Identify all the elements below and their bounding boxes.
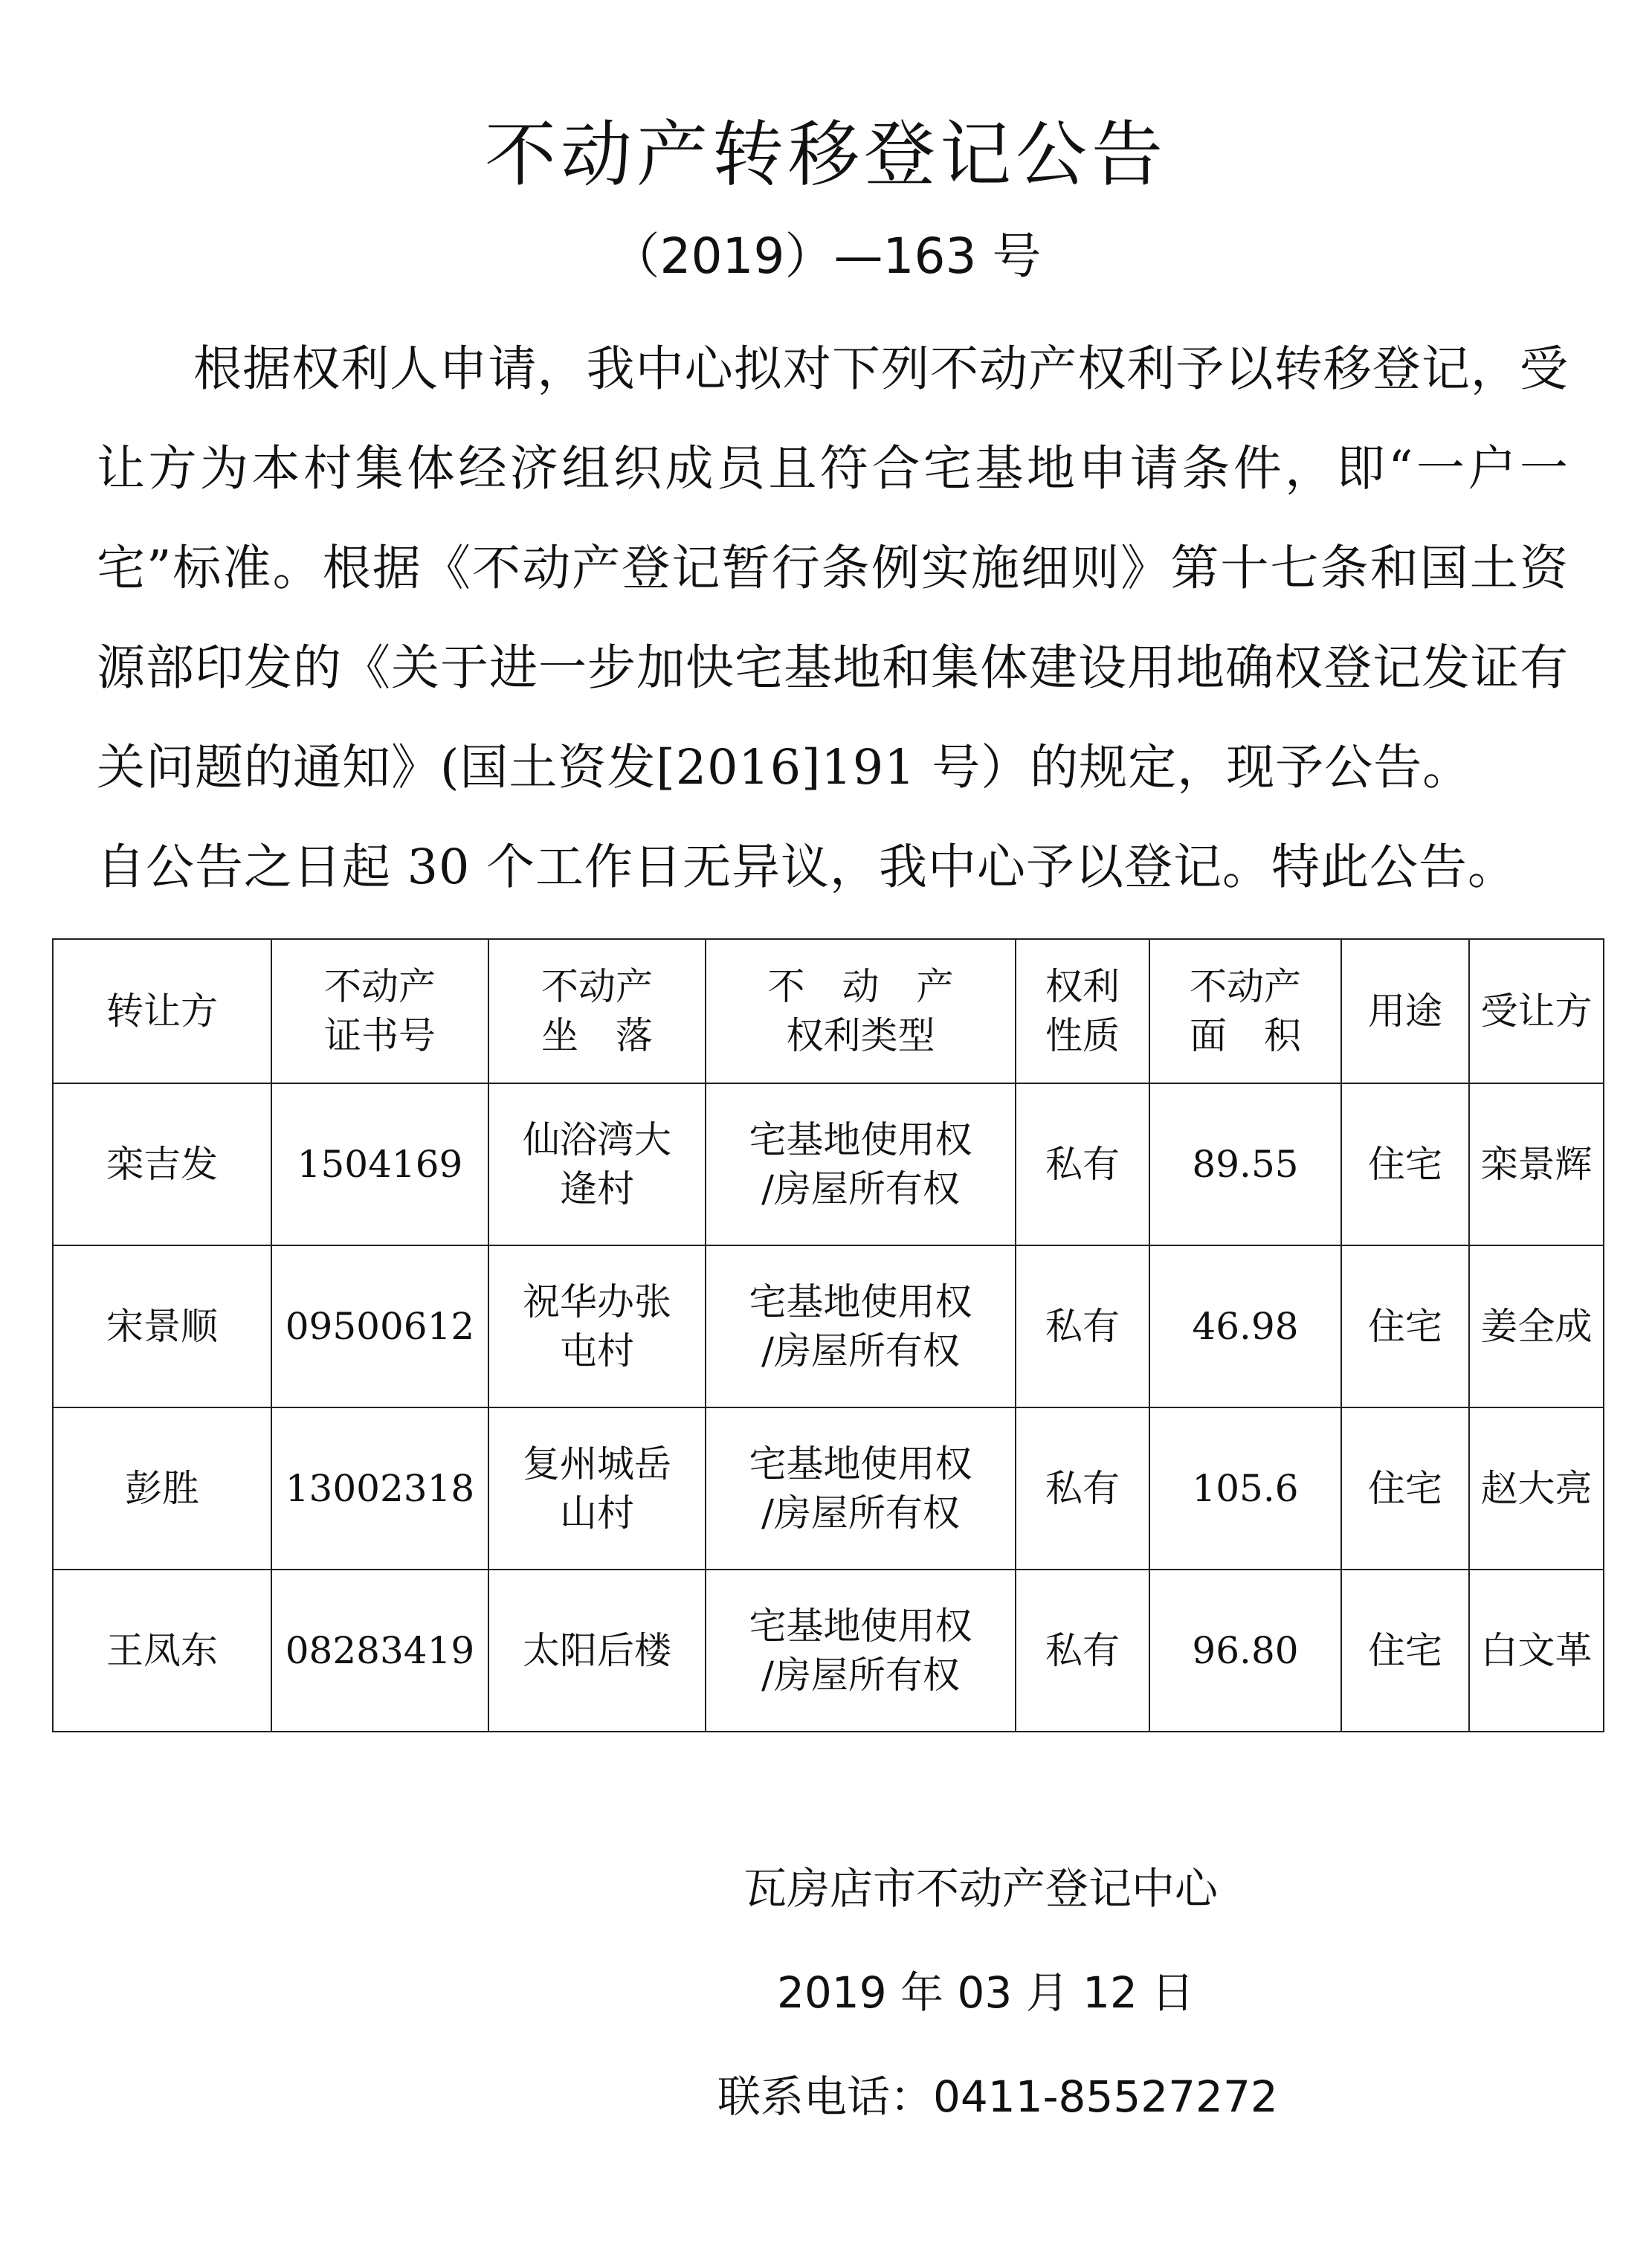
- cell-use: 住宅: [1341, 1570, 1469, 1732]
- cell-nature: 私有: [1016, 1570, 1149, 1732]
- cell-transferee: 白文革: [1469, 1570, 1604, 1732]
- cell-right-type: 宅基地使用权 /房屋所有权: [706, 1407, 1016, 1570]
- cell-transferor: 王凤东: [53, 1570, 271, 1732]
- table-row: [53, 1083, 1604, 1245]
- cell-right-type: 宅基地使用权 /房屋所有权: [706, 1570, 1016, 1732]
- cell-nature: 私有: [1016, 1083, 1149, 1245]
- body-paragraph-1: 根据权利人申请，我中心拟对下列不动产权利予以转移登记，受让方为本村集体经济组织成员且符合宅基地申请条件，即“一户一宅”标准。根据《不动产登记暂行条例实施细则》第十七条和国土资源部印发的《关于进一步加快宅基地和集体建设用地确权登记发证有关问题的通知》(国土资发[2016]191 号）的规定，现予公告。: [97, 341, 1569, 796]
- issuing-organization: 瓦房店市不动产登记中心: [743, 1863, 1219, 1914]
- table-header-row: [53, 939, 1604, 1083]
- cell-cert-no: 09500612: [271, 1245, 488, 1407]
- table-row: [53, 1570, 1604, 1732]
- body-paragraph-2: 自公告之日起 30 个工作日无异议，我中心予以登记。特此公告。: [97, 839, 1517, 895]
- page-title: 不动产转移登记公告: [485, 113, 1167, 196]
- issue-date: 2019 年 03 月 12 日: [777, 1967, 1195, 2018]
- header-transferee: 受让方: [1469, 939, 1604, 1083]
- cell-cert-no: 1504169: [271, 1083, 488, 1245]
- header-area: 不动产 面 积: [1149, 939, 1341, 1083]
- cell-nature: 私有: [1016, 1245, 1149, 1407]
- cell-nature: 私有: [1016, 1407, 1149, 1570]
- cell-transferee: 赵大亮: [1469, 1407, 1604, 1570]
- cell-location: 复州城岳 山村: [488, 1407, 706, 1570]
- cell-location: 祝华办张 屯村: [488, 1245, 706, 1407]
- cell-area: 46.98: [1149, 1245, 1341, 1407]
- cell-area: 89.55: [1149, 1083, 1341, 1245]
- table-row: [53, 1407, 1604, 1570]
- header-use: 用途: [1341, 939, 1469, 1083]
- header-cert-no: 不动产 证书号: [271, 939, 488, 1083]
- document-number: （2019）—163 号: [610, 228, 1042, 285]
- cell-transferee: 栾景辉: [1469, 1083, 1604, 1245]
- contact-phone: 联系电话：0411-85527272: [717, 2071, 1278, 2122]
- table-row: [53, 1245, 1604, 1407]
- header-nature: 权利 性质: [1016, 939, 1149, 1083]
- cell-use: 住宅: [1341, 1245, 1469, 1407]
- header-location: 不动产 坐 落: [488, 939, 706, 1083]
- cell-cert-no: 08283419: [271, 1570, 488, 1732]
- header-right-type: 不 动 产 权利类型: [706, 939, 1016, 1083]
- cell-right-type: 宅基地使用权 /房屋所有权: [706, 1245, 1016, 1407]
- cell-transferor: 栾吉发: [53, 1083, 271, 1245]
- cell-location: 仙浴湾大 逄村: [488, 1083, 706, 1245]
- cell-cert-no: 13002318: [271, 1407, 488, 1570]
- notice-body: [97, 320, 1569, 917]
- cell-location: 太阳后楼: [488, 1570, 706, 1732]
- cell-use: 住宅: [1341, 1083, 1469, 1245]
- property-table: [52, 938, 1604, 1732]
- cell-transferor: 宋景顺: [53, 1245, 271, 1407]
- cell-right-type: 宅基地使用权 /房屋所有权: [706, 1083, 1016, 1245]
- cell-area: 96.80: [1149, 1570, 1341, 1732]
- cell-transferor: 彭胜: [53, 1407, 271, 1570]
- cell-use: 住宅: [1341, 1407, 1469, 1570]
- cell-area: 105.6: [1149, 1407, 1341, 1570]
- cell-transferee: 姜全成: [1469, 1245, 1604, 1407]
- header-transferor: 转让方: [53, 939, 271, 1083]
